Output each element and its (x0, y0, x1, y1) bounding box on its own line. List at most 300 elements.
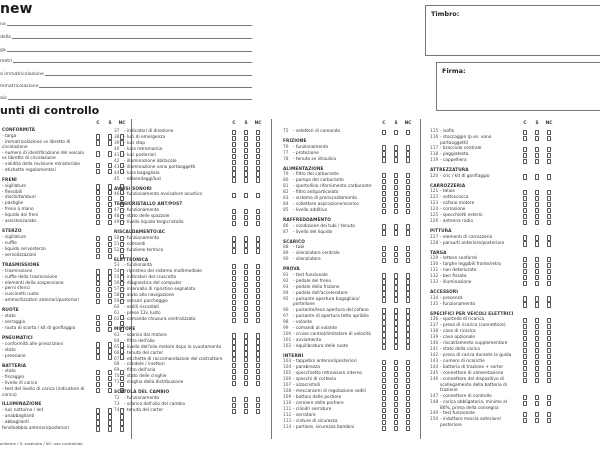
item-label: - test funzionale (293, 272, 328, 278)
item-number: 46 (114, 192, 120, 198)
item-label: - stato (2, 314, 16, 320)
checklist-item (114, 248, 264, 254)
checkbox-non-controllato[interactable] (547, 418, 551, 423)
item-number: 106 (283, 377, 292, 383)
section-title: TRASMISSIONE (2, 262, 40, 268)
item-number: 96 (283, 307, 289, 313)
section-title: ACCESSORI (430, 290, 459, 296)
checkbox-non-controllato[interactable] (406, 426, 410, 431)
item-label: - validità della revisione ministeriale (2, 161, 80, 167)
item-label: - scarico dal motore (124, 332, 167, 338)
checkbox-non-controllato[interactable] (256, 193, 260, 198)
checkbox-conforme[interactable] (232, 221, 236, 226)
item-label: - ebbendaggi/luci (124, 176, 162, 182)
item-label: - bottoni delle portiere (293, 395, 342, 401)
form-field-line[interactable] (45, 75, 252, 76)
item-number: 90 (283, 257, 289, 263)
check-header: NC (545, 121, 553, 126)
checkbox-conforme[interactable] (382, 130, 386, 135)
item-label: - protezione (293, 150, 319, 156)
item-label: - tubi (293, 245, 305, 251)
item-number: 64 (114, 338, 120, 344)
item-label: - stato della carica (440, 347, 480, 353)
item-number: 113 (283, 419, 292, 425)
checkbox-non-controllato[interactable] (547, 174, 551, 179)
checkbox-conforme[interactable] (523, 136, 527, 141)
section-title: ILLUMINAZIONE (2, 402, 42, 408)
checkbox-sostituito[interactable] (535, 378, 539, 383)
check-header: NC (404, 121, 412, 126)
checkbox-non-controllato[interactable] (256, 177, 260, 182)
checkbox-conforme[interactable] (96, 327, 100, 332)
checkbox-non-controllato[interactable] (406, 230, 410, 235)
item-label: - liquido dei freni (2, 213, 39, 219)
checkbox-sostituito[interactable] (394, 230, 398, 235)
item-label: - numero di ricariche (440, 359, 485, 365)
item-label: - cilindri serrature (293, 407, 332, 413)
item-label: - lettere conformi (440, 256, 478, 262)
item-label: - illuminazione abitacolo (124, 158, 177, 164)
section-title: ELETTRONICA (114, 257, 149, 263)
item-label: - filtro dell'olio (124, 338, 155, 344)
checkbox-conforme[interactable] (523, 302, 527, 307)
item-number: 134 (430, 295, 439, 301)
item-label: - pulsante apertura bagagliaio/ portellone (293, 296, 360, 308)
checkbox-non-controllato[interactable] (256, 221, 260, 226)
checkbox-conforme[interactable] (232, 177, 236, 182)
item-number: 122 (430, 195, 439, 201)
column-divider (271, 119, 272, 439)
checkbox-sostituito[interactable] (394, 130, 398, 135)
checkbox-sostituito[interactable] (394, 297, 398, 302)
item-number: 133 (430, 280, 439, 286)
item-checkboxes (378, 157, 414, 163)
check-column-headers (519, 121, 555, 126)
form-field-line[interactable] (12, 38, 252, 39)
item-label: - equilibratura delle ruote (293, 343, 349, 349)
item-label: - cuffie (2, 240, 17, 246)
item-checkboxes (378, 208, 414, 214)
item-label: - connettore di alimentazione (440, 371, 504, 377)
checkbox-sostituito[interactable] (394, 426, 398, 431)
checkbox-conforme[interactable] (523, 281, 527, 286)
checkbox-conforme[interactable] (96, 388, 100, 393)
checkbox-sostituito[interactable] (394, 344, 398, 349)
checkbox-non-controllato[interactable] (547, 136, 551, 141)
item-number: 48 (114, 214, 120, 220)
checkbox-conforme[interactable] (523, 159, 527, 164)
checkbox-conforme[interactable] (96, 140, 100, 145)
item-label: - tenuta del carter (124, 407, 164, 413)
item-label: - alzacristalli (293, 383, 321, 389)
checkbox-sostituito[interactable] (535, 401, 539, 406)
item-label: - telaio (440, 189, 455, 195)
item-label: - aiuto alla navigazione (124, 293, 175, 299)
item-number: 132 (430, 274, 439, 280)
item-number: 141 (430, 347, 439, 353)
checkbox-non-controllato[interactable] (547, 159, 551, 164)
item-label: - serraggio (2, 320, 26, 326)
section-title: CARROZZERIA (430, 183, 466, 189)
item-number: 115 (430, 129, 439, 134)
item-label: - funzionamento (124, 235, 160, 241)
item-label: - perni sferici (2, 286, 31, 292)
item-label: - luci notturne / led (2, 407, 44, 413)
checkbox-conforme[interactable] (382, 258, 386, 263)
checkbox-conforme[interactable] (96, 254, 100, 259)
checkbox-non-controllato[interactable] (256, 318, 260, 323)
item-checkboxes (228, 177, 264, 183)
item-label: - condizione dei tubi / tenuta (293, 223, 355, 229)
item-number: 118 (430, 152, 439, 158)
item-label: - trasmissione (2, 268, 33, 274)
item-checkboxes (519, 417, 555, 423)
item-number: 78 (283, 156, 289, 162)
checklist-item (283, 208, 414, 214)
form-field[interactable] (0, 19, 252, 27)
checkbox-conforme[interactable] (232, 318, 236, 323)
item-label: - cofano motore (440, 201, 475, 207)
checkbox-sostituito[interactable] (108, 354, 112, 359)
item-checkboxes (92, 426, 128, 432)
checkbox-non-controllato[interactable] (406, 157, 410, 162)
form-field-line[interactable] (13, 62, 252, 63)
item-number: 116 (430, 134, 439, 140)
section-title: SCARICO (283, 239, 305, 245)
checklist-item (2, 354, 128, 360)
checkbox-conforme[interactable] (382, 209, 386, 214)
item-label: - luci di emergenza (124, 134, 166, 140)
item-label: - tenuta del carter (124, 350, 164, 356)
item-label: - induttore marcia anteriore/ posteriore (440, 417, 502, 428)
checkbox-conforme[interactable] (96, 354, 100, 359)
item-number: 51 (114, 241, 120, 247)
item-number: 56 (114, 281, 120, 287)
item-number: 126 (430, 219, 439, 225)
checklist-item (2, 219, 128, 225)
item-label: - bracciolo centrale (440, 146, 482, 152)
checkbox-non-controllato[interactable] (406, 344, 410, 349)
item-number: 121 (430, 189, 439, 195)
item-label: - luce retromarcia (124, 146, 163, 152)
check-header: S (244, 121, 248, 126)
checklist-item (430, 377, 555, 394)
item-label: - pressione (2, 353, 26, 359)
checklist-column (283, 129, 414, 431)
item-label: - pompa del carburante (293, 178, 344, 184)
checklist-item (114, 192, 264, 198)
checkbox-sostituito[interactable] (244, 177, 248, 182)
checkbox-conforme[interactable] (382, 344, 386, 349)
checklist-item (430, 158, 555, 164)
item-label: - cuffie della trasmissione (2, 274, 58, 280)
form-field-line[interactable] (39, 87, 252, 88)
checkbox-sostituito[interactable] (535, 159, 539, 164)
item-number: 95 (283, 296, 289, 302)
checkbox-non-controllato[interactable] (547, 378, 551, 383)
legend-note: onforme / S: sostituito / NC: non controllato (0, 441, 83, 446)
checkbox-non-controllato[interactable] (547, 241, 551, 246)
item-checkboxes (378, 344, 414, 350)
checkbox-sostituito[interactable] (394, 209, 398, 214)
item-label: - tenuta se idraulica (293, 156, 337, 162)
item-number: 148 (430, 400, 439, 406)
section-title: FRENI (2, 177, 17, 183)
checkbox-conforme[interactable] (232, 248, 236, 253)
form-field-line[interactable] (8, 99, 252, 100)
checklist-item (2, 326, 128, 332)
item-label: - funzionamento (440, 301, 476, 307)
form-field-label: aio (0, 96, 7, 101)
item-label: - comandi al volante (293, 325, 337, 331)
checkbox-conforme[interactable] (523, 401, 527, 406)
item-number: 50 (114, 235, 120, 241)
item-label: - funzionalità (124, 263, 153, 269)
checklist-item (2, 151, 128, 162)
checkbox-non-controllato[interactable] (256, 381, 260, 386)
item-number: 44 (114, 170, 120, 176)
checkbox-sostituito[interactable] (108, 140, 112, 145)
form-field[interactable] (0, 69, 252, 77)
form-field[interactable] (0, 81, 252, 89)
item-label: - numero di identificazione del veicolo vs libretto di circolazione (2, 150, 84, 162)
checkbox-non-controllato[interactable] (406, 130, 410, 135)
checkbox-conforme[interactable] (523, 378, 527, 383)
checkbox-non-controllato[interactable] (406, 258, 410, 263)
item-label: - serrature (293, 413, 316, 419)
checkbox-non-controllato[interactable] (547, 401, 551, 406)
checkbox-sostituito[interactable] (108, 169, 112, 174)
item-number: 65 (114, 344, 120, 350)
item-number: 57 (114, 287, 120, 293)
checklist-item (283, 344, 414, 350)
section-title: RUOTE (2, 308, 19, 314)
checkbox-sostituito[interactable] (108, 426, 112, 431)
checkbox-conforme[interactable] (232, 381, 236, 386)
form-field[interactable] (0, 56, 252, 64)
checkbox-sostituito[interactable] (535, 241, 539, 246)
item-checkboxes (519, 241, 555, 247)
checklist-item (430, 302, 555, 308)
item-label: - filtro del carburante (293, 172, 339, 178)
checkbox-sostituito[interactable] (244, 248, 248, 253)
checkbox-sostituito[interactable] (244, 381, 248, 386)
checklist-item (430, 219, 555, 225)
checkbox-sostituito[interactable] (535, 136, 539, 141)
checkbox-sostituito[interactable] (108, 388, 112, 393)
item-number: 100 (283, 331, 292, 337)
checkbox-conforme[interactable] (382, 297, 386, 302)
item-label: - luci stop (124, 140, 146, 146)
checkbox-sostituito[interactable] (108, 254, 112, 259)
item-label: - tappetini anteriori/posteriori (293, 359, 357, 365)
checklist-item (114, 380, 264, 386)
item-label: - specchi di cortesia (293, 377, 336, 383)
checkbox-sostituito[interactable] (535, 418, 539, 423)
item-label: - presa di ricarica (connettore) (440, 323, 506, 329)
item-number: 45 (114, 176, 120, 182)
checkbox-sostituito[interactable] (394, 258, 398, 263)
item-number: 143 (430, 359, 439, 365)
section-title: RAFFREDDAMENTO (283, 218, 331, 224)
item-label: - freno a mano (2, 207, 34, 213)
item-number: 69 (114, 368, 120, 374)
item-number: 68 (114, 362, 120, 368)
form-field-line[interactable] (7, 51, 252, 52)
form-field[interactable] (0, 45, 252, 53)
checklist-item (114, 317, 264, 323)
item-number: 83 (283, 196, 289, 202)
checklist-item (2, 298, 128, 304)
item-label: - pulsante/leva apertura del cofano (293, 307, 369, 313)
checkbox-non-controllato[interactable] (120, 426, 124, 431)
checkbox-conforme[interactable] (96, 169, 100, 174)
checkbox-sostituito[interactable] (108, 299, 112, 304)
checkbox-sostituito[interactable] (535, 174, 539, 179)
checkbox-sostituito[interactable] (108, 220, 112, 225)
item-label: - targa (2, 133, 17, 139)
item-number: 108 (283, 389, 292, 395)
checkbox-sostituito[interactable] (535, 220, 539, 225)
item-number: 76 (283, 144, 289, 150)
item-number: 94 (283, 290, 289, 296)
checkbox-conforme[interactable] (382, 230, 386, 235)
item-label: - volante (293, 319, 312, 325)
item-number: 142 (430, 353, 439, 359)
item-label: - funzionamento avvisatore acustico (124, 192, 203, 198)
checkbox-conforme[interactable] (96, 151, 100, 156)
stamp-box[interactable] (425, 5, 600, 56)
item-number: 119 (430, 158, 439, 164)
check-header: C (232, 121, 236, 126)
item-number: 79 (283, 172, 289, 178)
checkbox-sostituito[interactable] (108, 151, 112, 156)
item-label: - ammortizzatori anteriori/posteriori (2, 298, 80, 304)
checkbox-sostituito[interactable] (394, 157, 398, 162)
item-label: - dischi/tamburi (2, 195, 36, 201)
checkbox-conforme[interactable] (96, 299, 100, 304)
checkbox-conforme[interactable] (523, 220, 527, 225)
item-label: - livello liquido tergicristallo (124, 220, 184, 225)
section-title: PITTURA (430, 229, 452, 235)
item-label: - cinture di sicurezza (293, 419, 338, 425)
checklist-item (283, 297, 414, 308)
item-label: - abbaglianti (2, 419, 29, 425)
section-title: TERGICRISTALLO ANT/POST (114, 202, 183, 208)
checklist-item (430, 135, 555, 146)
checkbox-sostituito[interactable] (244, 318, 248, 323)
item-number: 109 (283, 395, 292, 401)
checkbox-non-controllato[interactable] (547, 281, 551, 286)
form-field[interactable] (0, 32, 252, 40)
item-checkboxes (378, 425, 414, 431)
section-title: PROVA (283, 267, 300, 273)
checklist-column (114, 129, 264, 414)
checkbox-conforme[interactable] (232, 409, 236, 414)
form-field-line[interactable] (7, 25, 252, 26)
item-number: 123 (430, 201, 439, 207)
checkbox-sostituito[interactable] (535, 302, 539, 307)
item-label: - assistenza/abs (2, 219, 37, 225)
item-number: 131 (430, 268, 439, 274)
checklist-item (2, 168, 128, 174)
checklist-item (430, 417, 555, 428)
item-label: - silenziatore (293, 257, 321, 263)
item-number: 111 (283, 407, 292, 413)
item-label: - pedale della frizione (293, 284, 340, 290)
checkbox-conforme[interactable] (96, 220, 100, 225)
item-checkboxes (228, 408, 264, 414)
item-checkboxes (228, 220, 264, 226)
checkbox-conforme[interactable] (382, 426, 386, 431)
item-checkboxes (519, 400, 555, 406)
checkbox-conforme[interactable] (523, 241, 527, 246)
item-label: - portiere, sicurezza bambini (293, 425, 355, 431)
item-number: 53 (114, 263, 120, 269)
checkbox-sostituito[interactable] (535, 281, 539, 286)
item-label: - cerniere delle portiere (293, 401, 344, 407)
signature-box[interactable] (436, 62, 600, 111)
item-number: 145 (430, 371, 439, 377)
item-number: 149 (430, 411, 439, 417)
check-header: NC (254, 121, 262, 126)
item-label: - funzionamento (124, 208, 160, 214)
item-checkboxes (378, 257, 414, 263)
checkbox-non-controllato[interactable] (256, 409, 260, 414)
item-number: 102 (283, 343, 292, 349)
checkbox-non-controllato[interactable] (547, 220, 551, 225)
checkbox-non-controllato[interactable] (406, 297, 410, 302)
item-label: - cruise control/limitatore di velocità (293, 331, 371, 337)
item-number: 74 (114, 407, 120, 413)
checkbox-conforme[interactable] (523, 174, 527, 179)
form-field-label: na (0, 22, 6, 27)
checkbox-conforme[interactable] (96, 426, 100, 431)
item-checkboxes (519, 280, 555, 286)
checkbox-conforme[interactable] (382, 157, 386, 162)
form-field[interactable] (0, 93, 252, 101)
checkbox-sostituito[interactable] (108, 327, 112, 332)
checklist-item (283, 230, 414, 236)
checkbox-sostituito[interactable] (244, 193, 248, 198)
checkbox-conforme[interactable] (232, 193, 236, 198)
item-number: 42 (114, 158, 120, 164)
item-number: 38 (114, 134, 120, 140)
item-label: - poggiatesta (440, 152, 469, 158)
item-label: - ripristino del sistema multimediale (124, 269, 202, 275)
checkbox-non-controllato[interactable] (406, 209, 410, 214)
checkbox-conforme[interactable] (523, 418, 527, 423)
item-label: - pedale dell'acceleratore (293, 290, 348, 296)
item-number: 61 (114, 311, 120, 316)
item-number: 110 (283, 401, 292, 407)
item-label: - flessibili (2, 189, 23, 195)
item-number: 128 (430, 240, 439, 246)
checklist-item (114, 408, 264, 414)
item-label: - connettore di controllo (440, 394, 492, 400)
item-number: 73 (114, 402, 120, 407)
checkbox-sostituito[interactable] (244, 409, 248, 414)
item-label: - liquido servosterzo (2, 246, 46, 252)
item-label: - comandi (124, 241, 146, 247)
checkbox-sostituito[interactable] (244, 221, 248, 226)
checkbox-non-controllato[interactable] (547, 302, 551, 307)
item-number: 66 (114, 350, 120, 356)
checkbox-non-controllato[interactable] (256, 248, 260, 253)
item-number: 104 (283, 365, 292, 371)
item-label: - etichette di raccomandazioni del costruttore (124, 356, 223, 362)
checklist-item (430, 241, 555, 247)
